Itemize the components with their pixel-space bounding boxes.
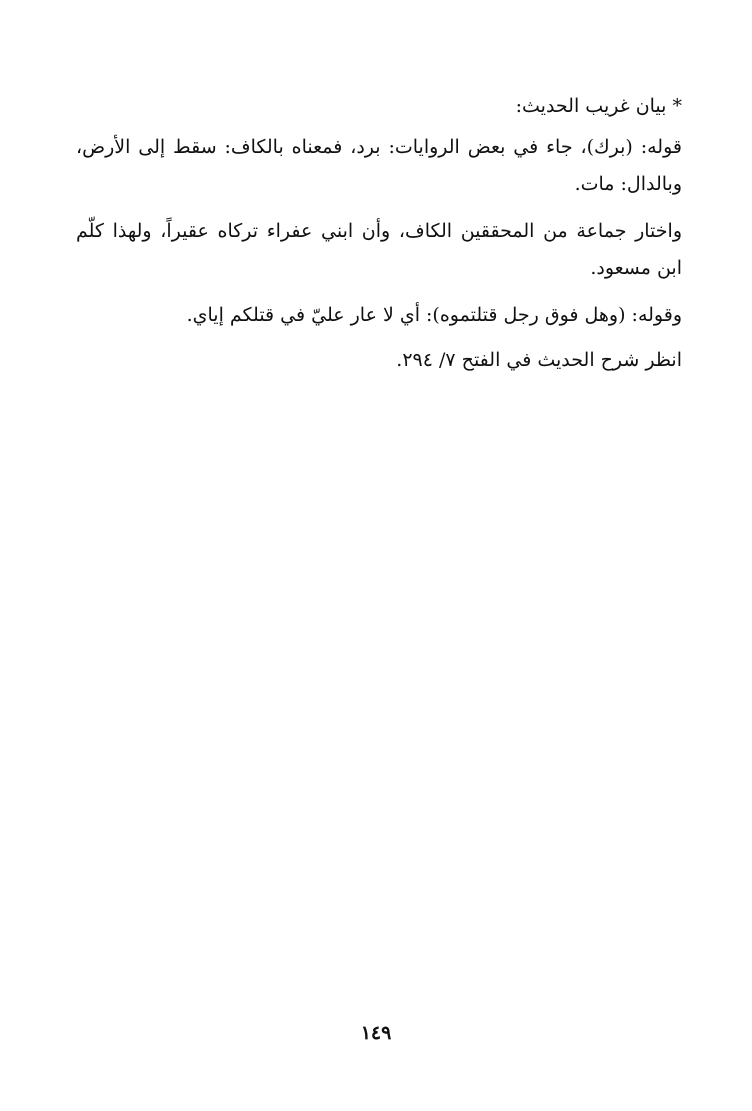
body-text bbox=[76, 88, 682, 387]
page-number: ١٤٩ bbox=[360, 1022, 392, 1044]
section-heading: * بيان غريب الحديث: bbox=[515, 95, 682, 117]
paragraph-scholars-choice: واختار جماعة من المحققين الكاف، وأن ابني عفراء تركاه عقيراً، ولهذا كلّم ابن مسعود. bbox=[76, 220, 682, 279]
paragraph-meaning-of-barak: قوله: (برك)، جاء في بعض الروايات: برد، فمعناه بالكاف: سقط إلى الأرض، وبالدال: مات. bbox=[76, 136, 682, 195]
paragraph-reference: انظر شرح الحديث في الفتح ٧/ ٢٩٤. bbox=[396, 349, 682, 371]
paragraph-no-shame: وقوله: (وهل فوق رجل قتلتموه): أي لا عار عليّ في قتلكم إياي. bbox=[186, 304, 682, 326]
